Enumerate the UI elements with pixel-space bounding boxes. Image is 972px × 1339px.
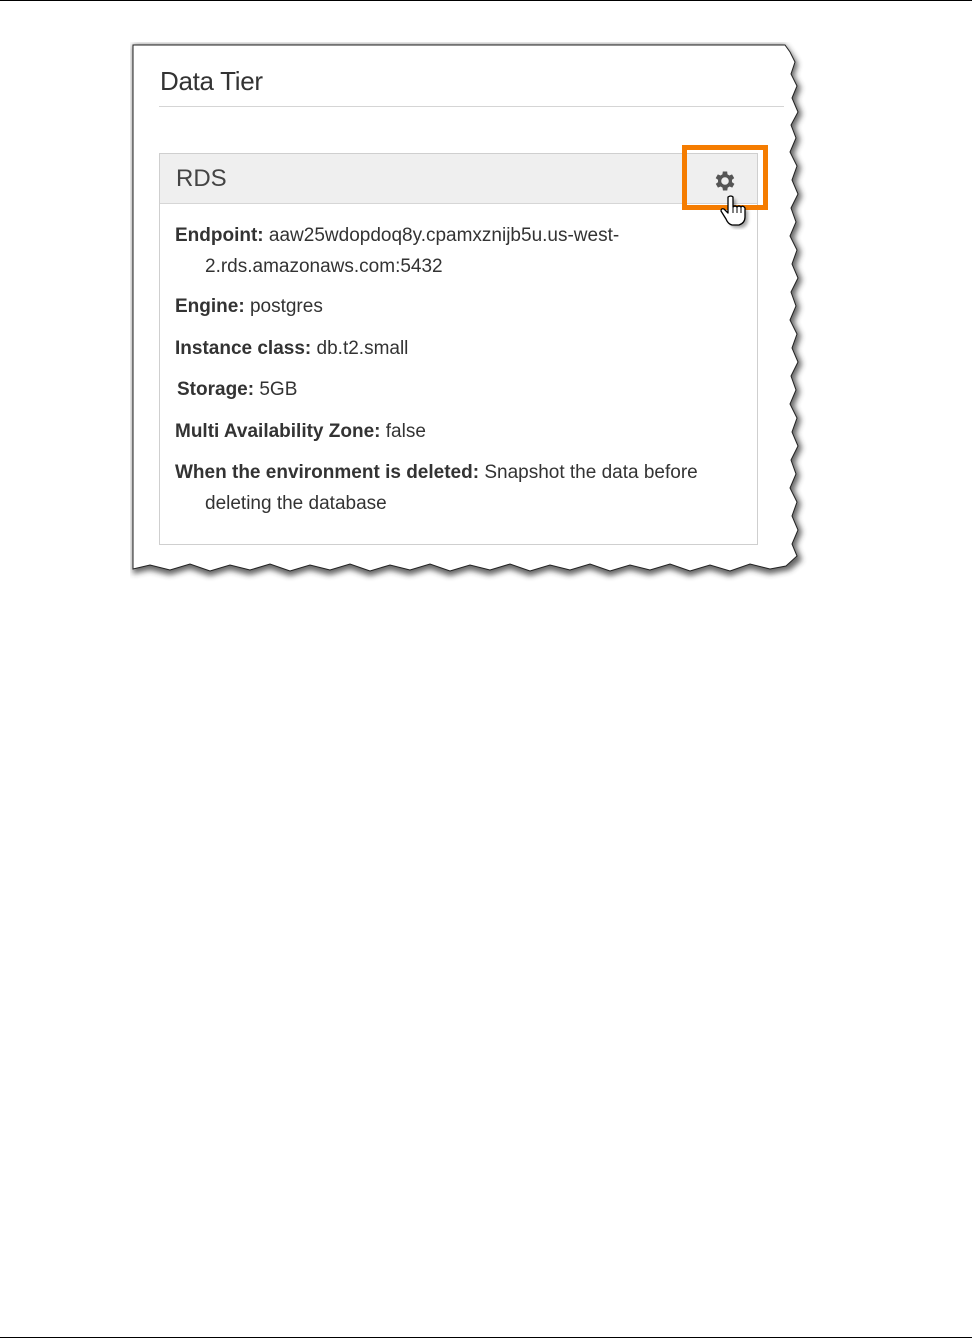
- detail-label: When the environment is deleted:: [175, 462, 480, 483]
- detail-value: false: [380, 421, 426, 442]
- detail-label: Endpoint:: [175, 225, 264, 246]
- detail-label: Engine:: [175, 296, 245, 317]
- detail-value: Snapshot the data before deleting the database: [205, 462, 698, 514]
- detail-label: Multi Availability Zone:: [175, 421, 381, 442]
- page-top-rule: [0, 0, 972, 1]
- detail-storage: [177, 374, 767, 405]
- rds-panel-title: RDS: [176, 165, 227, 192]
- section-title: Data Tier: [160, 66, 263, 96]
- section-divider: [159, 106, 784, 107]
- detail-value: 5GB: [254, 379, 298, 400]
- detail-value: db.t2.small: [311, 338, 409, 359]
- page-bottom-rule: [0, 1337, 972, 1338]
- detail-instance-class: [175, 333, 765, 364]
- detail-label: Storage:: [177, 379, 255, 400]
- detail-endpoint: [175, 220, 765, 282]
- detail-value: aaw25wdopdoq8y.cpamxznijb5u.us-west-2.rds.amazonaws.com:5432: [205, 225, 620, 277]
- detail-multi-az: [175, 416, 765, 447]
- detail-deletion-policy: [175, 457, 765, 519]
- rds-panel-header: [160, 154, 757, 204]
- detail-value: postgres: [244, 296, 323, 317]
- detail-engine: [175, 291, 765, 322]
- detail-label: Instance class:: [175, 338, 312, 359]
